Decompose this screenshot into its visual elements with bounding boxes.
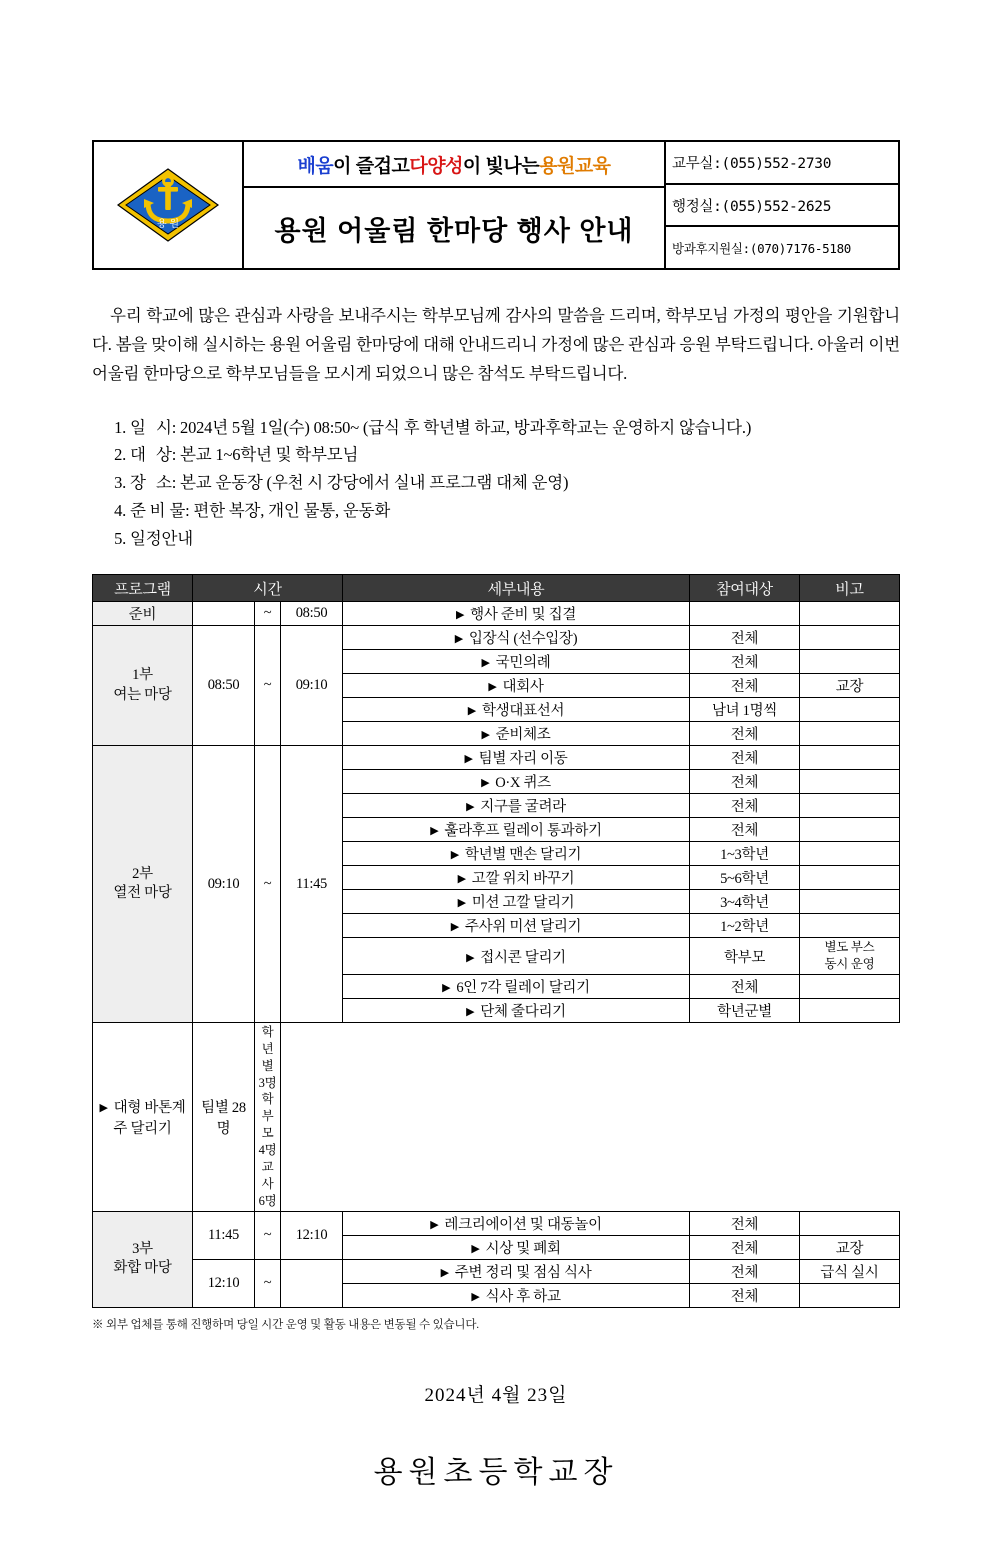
item-value-supplies: 편한 복장, 개인 물통, 운동화: [193, 500, 391, 520]
cell-detail: [343, 1283, 690, 1307]
cell-note: [800, 938, 900, 975]
cell-target: 전체: [690, 818, 800, 842]
cell-program: [93, 1211, 193, 1307]
cell-detail: [93, 1022, 193, 1211]
bullet-triangle-icon: ▶: [481, 657, 490, 670]
item-label2-supplies: 물: [169, 500, 186, 520]
table-footnote: ※ 외부 업체를 통해 진행하며 당일 시간 운영 및 활동 내용은 변동될 수 있습니다.: [92, 1318, 479, 1331]
note-line-1: 학년별 3명: [258, 1024, 277, 1090]
th-target: 참여대상: [690, 575, 800, 602]
bullet-triangle-icon: ▶: [450, 849, 459, 862]
program-part-sub: 여는 마당: [113, 686, 172, 703]
document-header: [92, 140, 900, 270]
table-row: [93, 1022, 900, 1211]
bullet-triangle-icon: ▶: [488, 681, 497, 694]
cell-program: [93, 746, 193, 1023]
contact-afterschool: 방과후지원실:(070)7176-5180: [666, 225, 898, 268]
cell-detail: [343, 1211, 690, 1235]
list-item-date: 1. 일시: 2024년 5월 1일(수) 08:50~ (급식 후 학년별 하교, 방과후학교는 운영하지 않습니다.): [130, 415, 900, 442]
cell-start: 09:10: [193, 746, 255, 1023]
cell-tilde: ~: [255, 626, 281, 746]
cell-detail: [343, 602, 690, 626]
cell-detail: [343, 746, 690, 770]
program-part-label: 2부: [132, 865, 153, 882]
item-label2-date: 시: [155, 417, 172, 437]
slogan-part-3: 다양성: [409, 155, 463, 177]
cell-target: 남녀 1명씩: [690, 698, 800, 722]
cell-target: [690, 602, 800, 626]
cell-detail: [343, 866, 690, 890]
list-item-target: 2. 대상: 본교 1~6학년 및 학부모님: [130, 442, 900, 469]
cell-detail-text: 국민의례: [495, 655, 551, 672]
note-line-3: 교사 6명: [258, 1159, 277, 1208]
cell-note: [800, 602, 900, 626]
cell-tilde: ~: [255, 746, 281, 1023]
cell-end: [281, 1259, 343, 1307]
cell-detail-text: 단체 줄다리기: [480, 1003, 566, 1020]
cell-note: [800, 650, 900, 674]
item-label2-place: 소: [155, 473, 172, 493]
slogan-part-4: 이 빛나는: [462, 155, 540, 177]
cell-detail: [343, 974, 690, 998]
cell-program: 준비: [93, 602, 193, 626]
cell-tilde: ~: [255, 1259, 281, 1307]
cell-target: 전체: [690, 746, 800, 770]
cell-end: 08:50: [281, 602, 343, 626]
item-label-supplies: 준 비: [130, 500, 166, 520]
cell-target: 전체: [690, 626, 800, 650]
program-part-sub: 화합 마당: [113, 1260, 172, 1277]
cell-note: [800, 998, 900, 1022]
cell-target: 전체: [690, 650, 800, 674]
cell-detail-text: 레크리에이션 및 대동놀이: [444, 1216, 602, 1233]
bullet-triangle-icon: ▶: [467, 705, 476, 718]
cell-target: 팀별 28명: [193, 1022, 255, 1211]
table-body: [93, 602, 900, 1307]
cell-target: 학부모: [690, 938, 800, 975]
table-row: [93, 626, 900, 650]
list-item-schedule: [130, 526, 900, 553]
cell-target: 전체: [690, 974, 800, 998]
cell-detail-text: 입장식 (선수입장): [468, 631, 578, 648]
bullet-triangle-icon: ▶: [466, 801, 475, 814]
cell-note: [800, 746, 900, 770]
cell-detail-text: 고깔 위치 바꾸기: [471, 871, 575, 888]
cell-note: [800, 842, 900, 866]
cell-target: 전체: [690, 1235, 800, 1259]
bullet-triangle-icon: ▶: [464, 753, 473, 766]
item-label2-target: 상: [155, 445, 172, 465]
cell-detail-text: 지구를 굴려라: [480, 799, 566, 816]
bullet-triangle-icon: ▶: [466, 951, 475, 964]
slogan-part-5: 용원교육: [539, 155, 611, 177]
cell-end: 12:10: [281, 1211, 343, 1259]
item-value-target: 본교 1~6학년 및 학부모님: [180, 445, 359, 465]
cell-detail: [343, 722, 690, 746]
slogan-part-1: 배움: [297, 155, 334, 177]
note-line-1: 별도 부스: [824, 940, 875, 955]
cell-end: 09:10: [281, 626, 343, 746]
cell-note: [800, 890, 900, 914]
cell-note: [800, 770, 900, 794]
cell-target: 전체: [690, 1211, 800, 1235]
cell-target: 5~6학년: [690, 866, 800, 890]
th-detail: 세부내용: [343, 575, 690, 602]
cell-detail-text: 접시콘 달리기: [480, 949, 566, 966]
cell-detail-text: 식사 후 하교: [485, 1288, 561, 1305]
bullet-triangle-icon: ▶: [466, 1005, 475, 1018]
cell-note: [800, 974, 900, 998]
cell-program: [93, 626, 193, 746]
cell-detail-text: 훌라후프 릴레이 통과하기: [444, 823, 602, 840]
cell-detail: [343, 770, 690, 794]
cell-note: [800, 1283, 900, 1307]
bullet-triangle-icon: ▶: [471, 1242, 480, 1255]
cell-detail-text: O·X 퀴즈: [495, 775, 551, 792]
table-header-row: [93, 575, 900, 602]
cell-detail: [343, 1259, 690, 1283]
cell-start: [193, 602, 255, 626]
cell-target: 전체: [690, 1259, 800, 1283]
cell-detail: [343, 674, 690, 698]
document-signature: 용원초등학교장: [373, 1455, 619, 1489]
cell-note: [800, 866, 900, 890]
cell-note: [800, 914, 900, 938]
cell-note: [800, 794, 900, 818]
cell-target: 전체: [690, 1283, 800, 1307]
cell-note: 급식 실시: [800, 1259, 900, 1283]
cell-start: 08:50: [193, 626, 255, 746]
cell-detail: [343, 626, 690, 650]
bullet-triangle-icon: ▶: [457, 897, 466, 910]
bullet-triangle-icon: ▶: [455, 609, 465, 622]
document-title: 용원 어울림 한마당 행사 안내: [274, 215, 634, 246]
cell-note: [800, 722, 900, 746]
contact-office: 교무실:(055)552-2730: [672, 155, 832, 172]
cell-target: 전체: [690, 722, 800, 746]
bullet-triangle-icon: ▶: [442, 981, 451, 994]
cell-detail: [343, 1235, 690, 1259]
bullet-triangle-icon: ▶: [471, 1290, 480, 1303]
cell-detail-text: 주사위 미션 달리기: [464, 919, 582, 936]
bullet-triangle-icon: ▶: [454, 633, 463, 646]
cell-detail-text: 6인 7각 릴레이 달리기: [456, 979, 590, 996]
bullet-triangle-icon: ▶: [430, 1218, 439, 1231]
table-row: [93, 1259, 900, 1283]
item-label-schedule: 일정안내: [130, 528, 193, 548]
cell-detail: [343, 650, 690, 674]
program-part-label: 1부: [132, 667, 153, 684]
intro-paragraph: 우리 학교에 많은 관심과 사랑을 보내주시는 학부모님께 감사의 말씀을 드리며, 학부모님 가정의 평안을 기원합니다. 봄을 맞이해 실시하는 용원 어울림 한마당에 대해 안내드리니 가정에 많은 관심과 응원 부탁드립니다. 아울러 이번 어울림 한마당으로 학부모님들을 모시게 되었으니 많은 참석도 부탁드립니다.: [92, 306, 900, 383]
school-emblem-anchor-icon: [116, 167, 220, 243]
cell-target: 학년군별: [690, 998, 800, 1022]
cell-detail-text: 행사 준비 및 집결: [470, 607, 577, 624]
cell-detail-text: 팀별 자리 이동: [478, 751, 568, 768]
slogan-part-2: 이 즐겁고: [333, 155, 410, 177]
cell-target: 전체: [690, 770, 800, 794]
table-row: [93, 1211, 900, 1235]
item-value-date: 2024년 5월 1일(수) 08:50~ (급식 후 학년별 하교, 방과후학교는 운영하지 않습니다.): [180, 417, 752, 437]
document-page: [0, 140, 992, 1543]
note-line-2: 동시 운영: [824, 957, 875, 972]
cell-target: 전체: [690, 794, 800, 818]
cell-detail-text: 시상 및 폐회: [485, 1240, 561, 1257]
cell-detail-text: 준비체조: [495, 727, 551, 744]
cell-tilde: ~: [255, 1211, 281, 1259]
cell-start: 12:10: [193, 1259, 255, 1307]
cell-note: [800, 626, 900, 650]
cell-note: 교장: [800, 1235, 900, 1259]
item-value-place: 본교 운동장 (우천 시 강당에서 실내 프로그램 대체 운영): [180, 473, 569, 493]
cell-detail: [343, 938, 690, 975]
bullet-triangle-icon: ▶: [481, 777, 490, 790]
cell-note: [800, 698, 900, 722]
program-part-sub: 열전 마당: [113, 885, 172, 902]
contact-admin: 행정실:(055)552-2625: [666, 183, 898, 226]
cell-note: [800, 1211, 900, 1235]
cell-detail: [343, 914, 690, 938]
cell-detail: [343, 794, 690, 818]
cell-detail-text: 대회사: [502, 679, 544, 696]
cell-detail: [343, 842, 690, 866]
th-time: 시간: [193, 575, 343, 602]
cell-target: 전체: [690, 674, 800, 698]
bullet-triangle-icon: ▶: [99, 1101, 108, 1114]
cell-detail: [343, 818, 690, 842]
cell-detail-text: 주변 정리 및 점심 식사: [454, 1264, 592, 1281]
info-list: [92, 415, 900, 553]
contact-block: [666, 142, 898, 268]
cell-start: 11:45: [193, 1211, 255, 1259]
list-item-place: 3. 장소: 본교 운동장 (우천 시 강당에서 실내 프로그램 대체 운영): [130, 470, 900, 497]
program-part-label: 3부: [132, 1240, 153, 1257]
school-slogan: [244, 142, 664, 188]
cell-target: 1~2학년: [690, 914, 800, 938]
th-note: 비고: [800, 575, 900, 602]
cell-detail: [343, 998, 690, 1022]
cell-detail-text: 미션 고깔 달리기: [471, 895, 575, 912]
table-row: [93, 602, 900, 626]
item-label-date: 일: [130, 417, 156, 437]
header-middle: [244, 142, 666, 268]
schedule-table: [92, 574, 900, 1307]
document-date: 2024년 4월 23일: [424, 1384, 568, 1406]
cell-note: 교장: [800, 674, 900, 698]
cell-detail: [343, 890, 690, 914]
table-row: [93, 746, 900, 770]
note-line-2: 학부모 4명: [258, 1092, 277, 1158]
item-label-target: 대: [130, 445, 156, 465]
bullet-triangle-icon: ▶: [450, 921, 459, 934]
th-program: 프로그램: [93, 575, 193, 602]
cell-end: 11:45: [281, 746, 343, 1023]
cell-note: [800, 818, 900, 842]
svg-text:용 원: 용 원: [156, 219, 180, 230]
cell-note: [255, 1022, 281, 1211]
bullet-triangle-icon: ▶: [430, 825, 439, 838]
cell-target: 1~3학년: [690, 842, 800, 866]
bullet-triangle-icon: ▶: [457, 873, 466, 886]
school-logo: [94, 142, 244, 268]
cell-detail-text: 학생대표선서: [481, 703, 565, 720]
cell-detail-text: 학년별 맨손 달리기: [464, 847, 582, 864]
cell-detail: [343, 698, 690, 722]
item-label-place: 장: [130, 473, 156, 493]
cell-detail-text: 대형 바톤계주 달리기: [113, 1099, 186, 1137]
bullet-triangle-icon: ▶: [440, 1266, 449, 1279]
cell-target: 3~4학년: [690, 890, 800, 914]
cell-tilde: ~: [255, 602, 281, 626]
list-item-supplies: 4. 준 비 물: 편한 복장, 개인 물통, 운동화: [130, 498, 900, 525]
bullet-triangle-icon: ▶: [481, 729, 490, 742]
